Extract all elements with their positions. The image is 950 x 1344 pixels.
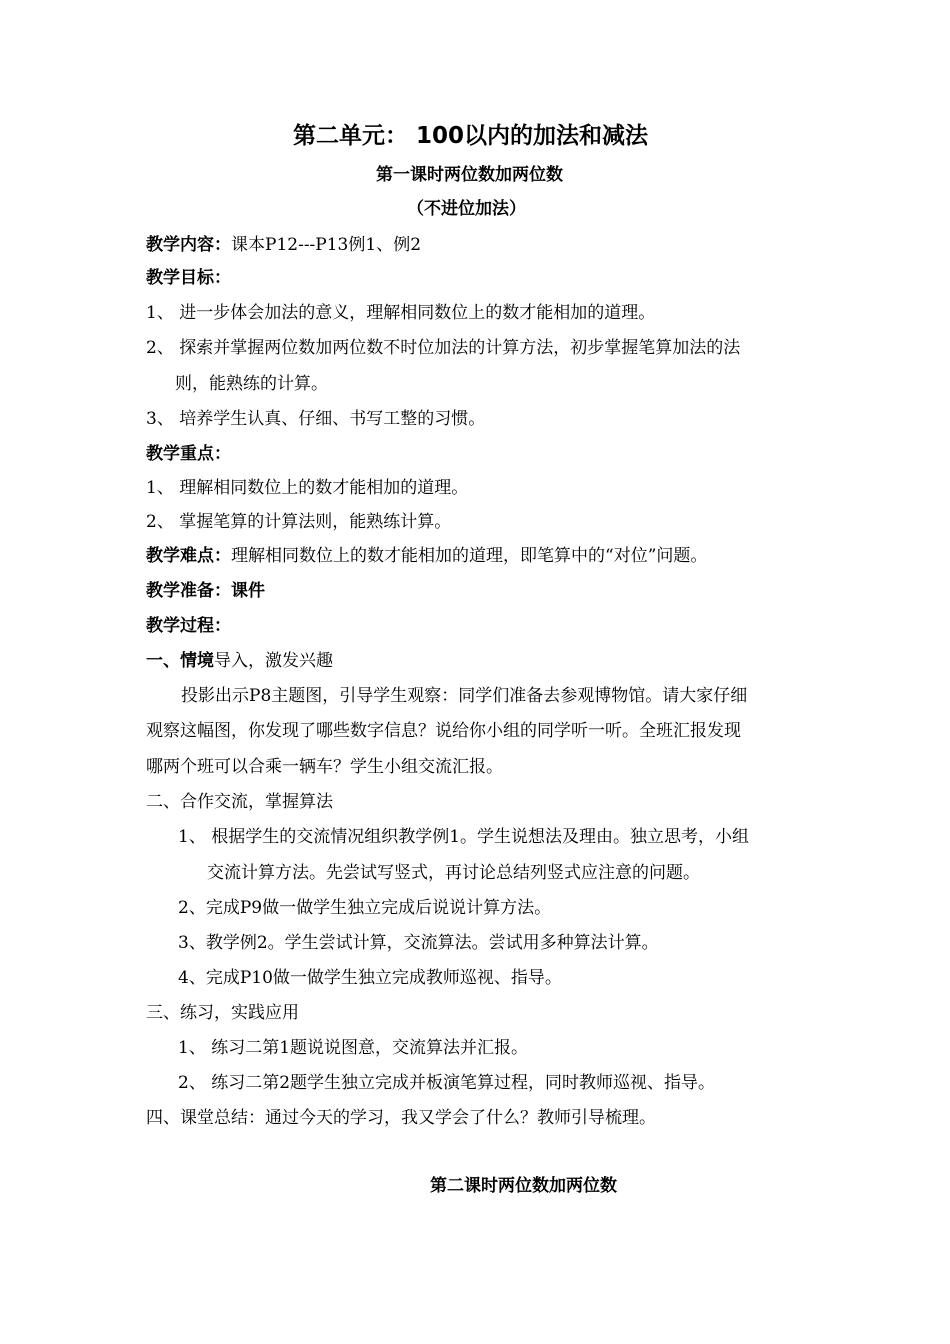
goal-item: 2、 探索并掌握两位数加两位数不时位加法的计算方法，初步掌握笔算加法的法 — [146, 338, 741, 358]
step2-item: 3、教学例2。学生尝试计算，交流算法。尝试用多种算法计算。 — [178, 933, 659, 953]
step1-text: 哪两个班可以合乘一辆车？学生小组交流汇报。 — [146, 757, 503, 777]
goal-item: 则，能熟练的计算。 — [175, 374, 328, 394]
teaching-content-value: 课本P12---P13例1、例2 — [231, 235, 422, 255]
step2-item: 2、完成P9做一做学生独立完成后说说计算方法。 — [178, 898, 552, 918]
step1-text: 观察这幅图，你发现了哪些数字信息？说给你小组的同学听一听。全班汇报发现 — [146, 721, 741, 741]
teaching-content — [146, 233, 421, 257]
difficulty — [146, 544, 707, 568]
difficulty-label: 教学难点： — [146, 546, 231, 566]
step1-rest: 导入，激发兴趣 — [214, 651, 333, 671]
preparation-value: 课件 — [231, 581, 265, 601]
step1-text: 投影出示P8主题图，引导学生观察：同学们准备去参观博物馆。请大家仔细 — [181, 686, 748, 706]
step3-item: 2、 练习二第2题学生独立完成并板演笔算过程，同时教师巡视、指导。 — [178, 1073, 716, 1093]
lesson-subtitle: （不进位加法） — [407, 199, 526, 219]
lesson2-title: 第二课时两位数加两位数 — [430, 1176, 617, 1196]
key-point-item: 1、 理解相同数位上的数才能相加的道理。 — [146, 478, 469, 498]
page-title: 第二单元： 100以内的加法和减法 — [293, 123, 649, 149]
goal-item: 1、 进一步体会加法的意义，理解相同数位上的数才能相加的道理。 — [146, 303, 656, 323]
lesson-title: 第一课时两位数加两位数 — [376, 165, 563, 185]
step3-item: 1、 练习二第1题说说图意，交流算法并汇报。 — [178, 1038, 529, 1058]
step2-heading: 二、合作交流，掌握算法 — [146, 792, 333, 812]
step4-summary: 四、课堂总结：通过今天的学习，我又学会了什么？教师引导梳理。 — [146, 1108, 656, 1128]
goal-item: 3、 培养学生认真、仔细、书写工整的习惯。 — [146, 409, 486, 429]
step2-item: 1、 根据学生的交流情况组织教学例1。学生说想法及理由。独立思考，小组 — [178, 827, 750, 847]
key-points-label: 教学重点： — [146, 444, 231, 464]
step1-label: 一、情境 — [146, 651, 214, 671]
step2-item: 交流计算方法。先尝试写竖式，再讨论总结列竖式应注意的问题。 — [207, 863, 700, 883]
step1-heading — [146, 649, 333, 673]
preparation — [146, 579, 265, 603]
step2-item: 4、完成P10做一做学生独立完成教师巡视、指导。 — [178, 968, 562, 988]
teaching-content-label: 教学内容： — [146, 235, 231, 255]
preparation-label: 教学准备： — [146, 581, 231, 601]
key-point-item: 2、 掌握笔算的计算法则，能熟练计算。 — [146, 512, 452, 532]
teaching-goals-label: 教学目标： — [146, 268, 231, 288]
process-label: 教学过程： — [146, 616, 231, 636]
difficulty-value: 理解相同数位上的数才能相加的道理，即笔算中的“对位”问题。 — [231, 546, 708, 566]
step3-heading: 三、练习，实践应用 — [146, 1003, 299, 1023]
